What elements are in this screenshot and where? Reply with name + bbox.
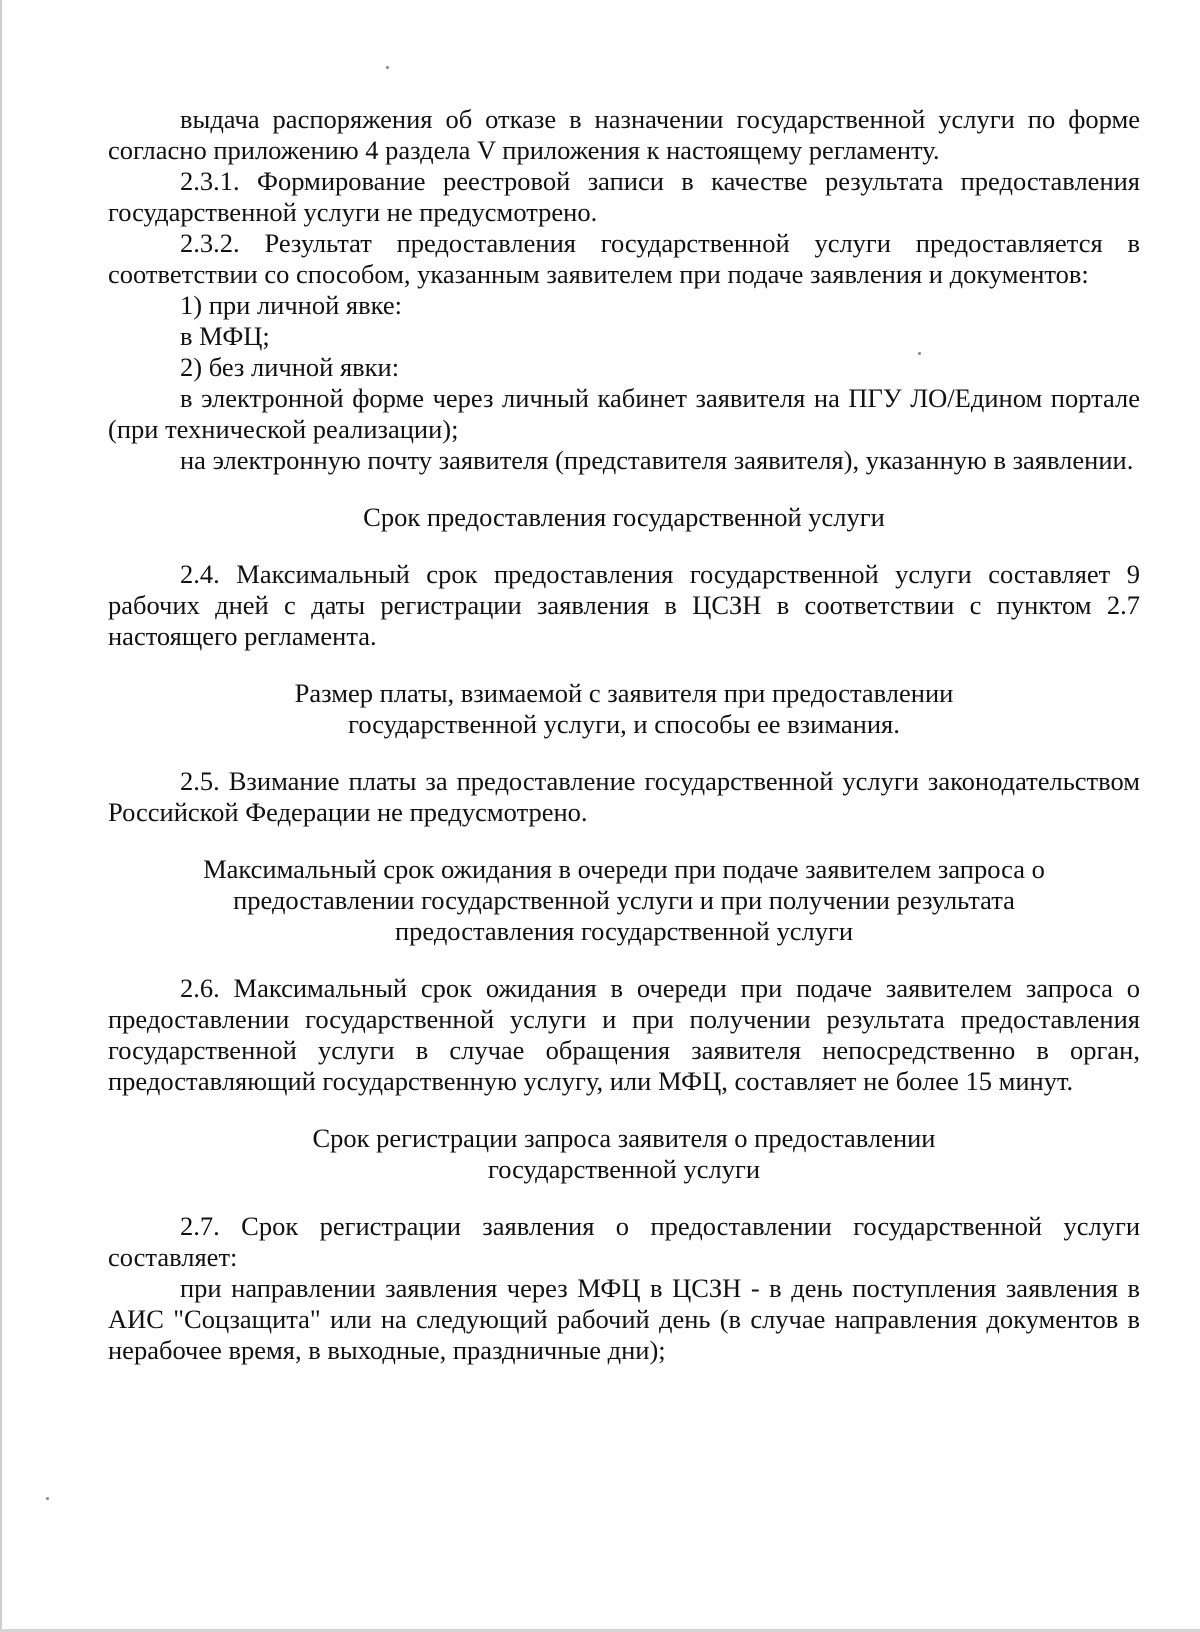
paragraph-2-6: 2.6. Максимальный срок ожидания в очереди при подаче заявителем запроса о предоставлении государственной услуги и при получении результата предоставления государственной услуги в случае обращения заявителя непосредственно в орган, предоставляющий государственную услугу, или МФЦ, составляет не более 15 минут. bbox=[108, 973, 1140, 1096]
document-body bbox=[108, 104, 1140, 1366]
heading-registration-line-1: Срок регистрации запроса заявителя о предоставлении bbox=[312, 1123, 936, 1153]
scan-speck bbox=[46, 1497, 49, 1500]
paragraph-2-3-1: 2.3.1. Формирование реестровой записи в качестве результата предоставления государственной услуги не предусмотрено. bbox=[108, 166, 1140, 227]
heading-wait-line-3: предоставления государственной услуги bbox=[394, 916, 854, 946]
spacer bbox=[108, 533, 1140, 559]
paragraph-2-3-2: 2.3.2. Результат предоставления государственной услуги предоставляется в соответствии со способом, указанным заявителем при подаче заявления и документов: bbox=[108, 228, 1140, 289]
paragraph-2-7: 2.7. Срок регистрации заявления о предоставлении государственной услуги составляет: bbox=[108, 1211, 1140, 1272]
heading-wait-line-1: Максимальный срок ожидания в очереди при подаче заявителем запроса о bbox=[203, 854, 1045, 884]
heading-service-term: Срок предоставления государственной услуги bbox=[363, 502, 885, 532]
spacer bbox=[108, 947, 1140, 973]
paragraph-2-4: 2.4. Максимальный срок предоставления государственной услуги составляет 9 рабочих дней с даты регистрации заявления в ЦСЗН в соответствии с пунктом 2.7 настоящего регламента. bbox=[108, 559, 1140, 651]
list-subitem-electronic: в электронной форме через личный кабинет заявителя на ПГУ ЛО/Едином портале (при технической реализации); bbox=[108, 383, 1140, 444]
heading-wait-line-2: предоставлении государственной услуги и при получении результата bbox=[233, 885, 1015, 915]
spacer bbox=[108, 1185, 1140, 1211]
scan-speck bbox=[386, 66, 389, 69]
spacer bbox=[108, 1097, 1140, 1123]
list-item-personal-visit: 1) при личной явке: bbox=[180, 290, 402, 320]
list-subitem-mfc: в МФЦ; bbox=[180, 321, 270, 351]
list-item-no-visit: 2) без личной явки: bbox=[180, 352, 400, 382]
paragraph-refusal-order: выдача распоряжения об отказе в назначении государственной услуги по форме согласно приложению 4 раздела V приложения к настоящему регламенту. bbox=[108, 104, 1140, 165]
scan-left-edge bbox=[0, 0, 2, 1632]
paragraph-2-5: 2.5. Взимание платы за предоставление государственной услуги законодательством Российской Федерации не предусмотрено. bbox=[108, 766, 1140, 827]
heading-fee-line-1: Размер платы, взимаемой с заявителя при предоставлении bbox=[294, 678, 954, 708]
heading-registration-line-2: государственной услуги bbox=[487, 1154, 761, 1184]
list-subitem-email: на электронную почту заявителя (представителя заявителя), указанную в заявлении. bbox=[180, 445, 1134, 475]
spacer bbox=[108, 476, 1140, 502]
spacer bbox=[108, 828, 1140, 854]
spacer bbox=[108, 652, 1140, 678]
paragraph-2-7-mfc: при направлении заявления через МФЦ в ЦСЗН - в день поступления заявления в АИС "Соцзащита" или на следующий рабочий день (в случае направления документов в нерабочее время, в выходные, праздничные дни); bbox=[108, 1273, 1140, 1365]
spacer bbox=[108, 740, 1140, 766]
heading-fee-line-2: государственной услуги, и способы ее взимания. bbox=[348, 709, 900, 739]
